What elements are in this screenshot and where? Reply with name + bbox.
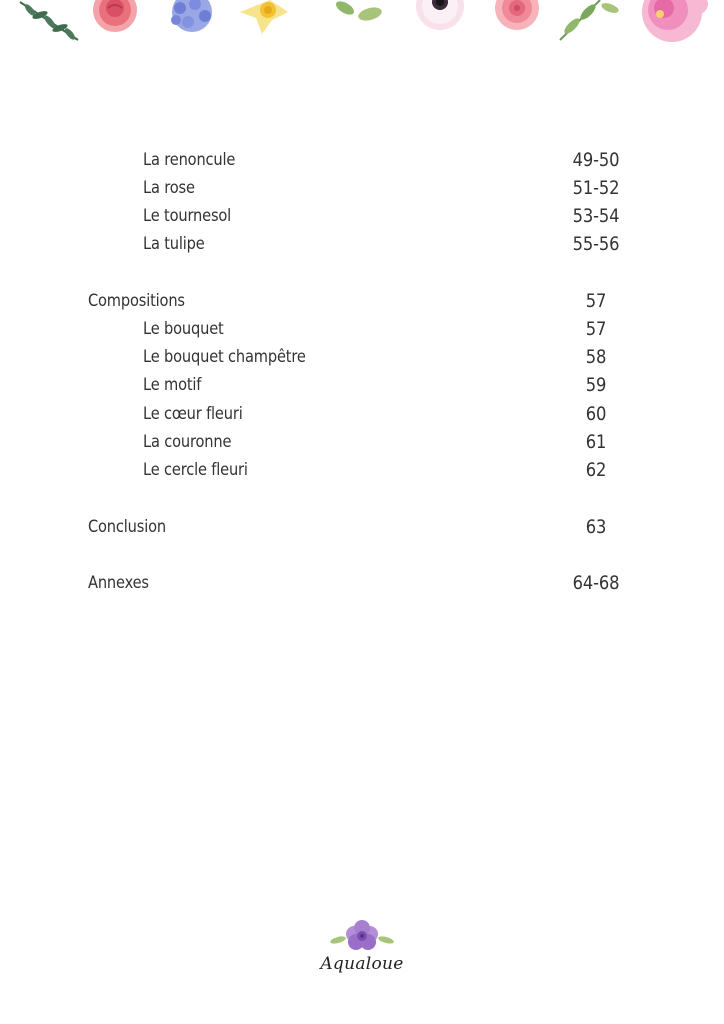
toc-section-label: Annexes [88,573,149,593]
toc-entry-label: Le cœur fleuri [143,404,243,424]
toc-entry [0,174,724,202]
toc-entry [0,202,724,230]
toc-section-label: Compositions [88,291,185,311]
dahlia-flower-icon [495,0,539,30]
floral-border-decoration [0,0,724,48]
toc-entry-page: 55-56 [572,233,620,255]
brand-logo [312,920,412,984]
toc-entry-label: Le cercle fleuri [143,460,248,480]
toc-entry-page: 53-54 [572,205,620,227]
toc-entry-page: 59 [585,374,607,396]
toc-entry [0,343,724,371]
toc-entry-page: 62 [585,459,607,481]
anemone-flower-icon [416,0,464,30]
toc-entry [0,428,724,456]
toc-section-page: 64-68 [572,572,620,594]
toc-entry [0,315,724,343]
toc-entry-label: La rose [143,178,195,198]
toc-section-page: 57 [585,290,607,312]
peony-flower-icon [642,0,708,42]
toc-entry [0,400,724,428]
toc-entry-page: 60 [585,403,607,425]
toc-entry-label: La couronne [143,432,232,452]
toc-section-heading [0,287,724,315]
brand-name: Aqualoue [320,954,404,974]
toc-section-heading [0,569,724,597]
fern-leaf-icon [20,2,78,41]
toc-section-label: Conclusion [88,517,166,537]
toc-entry [0,230,724,258]
toc-entry-page: 49-50 [572,149,620,171]
floral-border-illustration [0,0,724,48]
toc-section-page: 63 [585,516,607,538]
toc-entry-page: 51-52 [572,177,620,199]
purple-flower-logo-icon [330,920,394,956]
toc-entry-page: 58 [585,346,607,368]
hydrangea-flower-icon [171,0,212,32]
toc-entry-label: Le bouquet [143,319,224,339]
toc-entry-label: La tulipe [143,234,205,254]
rose-flower-icon [93,0,137,32]
toc-section-heading [0,513,724,541]
toc-entry-label: Le motif [143,375,202,395]
toc-entry [0,371,724,399]
toc-entry-label: Le tournesol [143,206,232,226]
leaf-sprig-icon [334,0,383,23]
toc-entry-page: 61 [585,431,607,453]
leaf-branch-icon [560,0,620,40]
daffodil-flower-icon [240,0,288,34]
toc-entry-label: Le bouquet champêtre [143,347,306,367]
toc-entry-label: La renoncule [143,150,236,170]
toc-entry [0,146,724,174]
toc-entry [0,456,724,484]
toc-entry-page: 57 [585,318,607,340]
